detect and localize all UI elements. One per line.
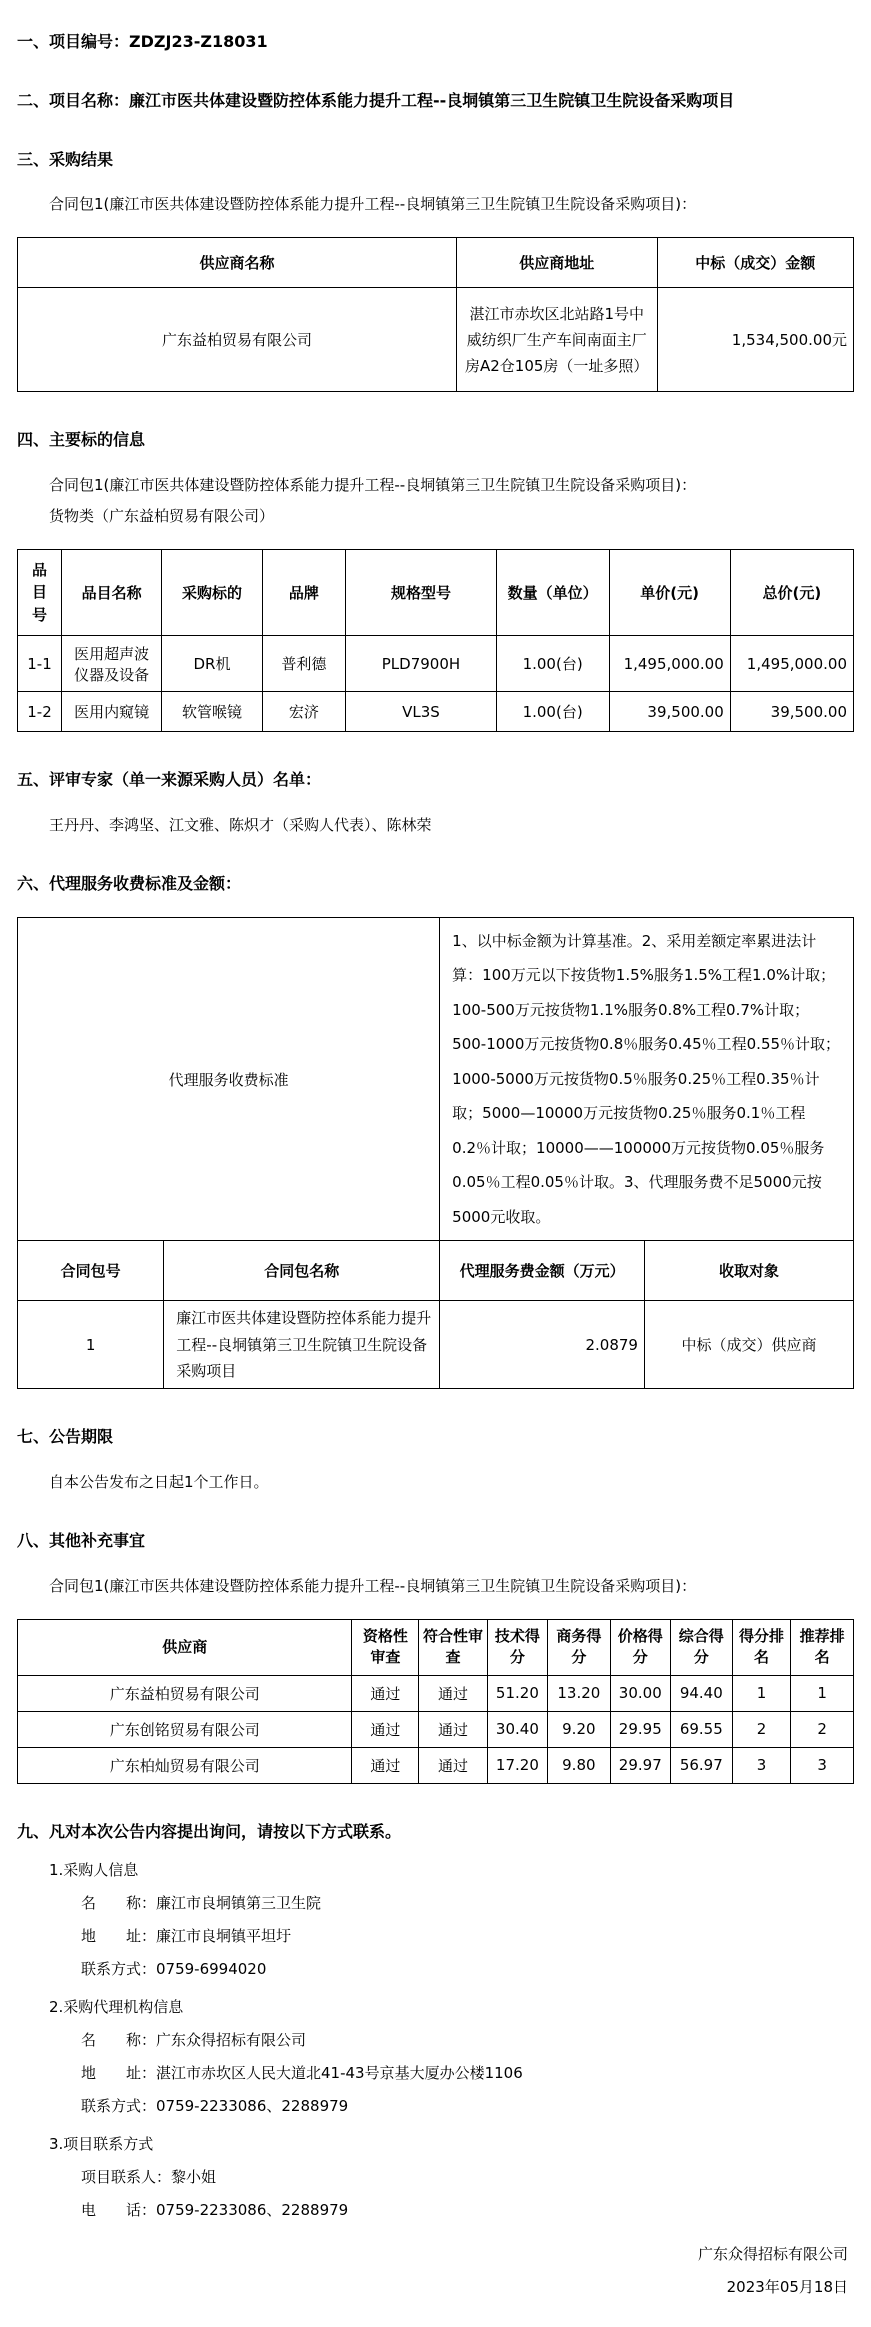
technical-score-cell: 17.20 <box>487 1747 547 1783</box>
agency-address: 地 址：湛江市赤坎区人民大道北41-43号京基大厦办公楼1106 <box>81 2063 523 2082</box>
col-header-total-price: 总价(元) <box>730 550 853 636</box>
technical-score-cell: 30.40 <box>487 1711 547 1747</box>
section-experts-heading: 五、评审专家（单一来源采购人员）名单： <box>17 770 322 790</box>
col-header-unit-price: 单价(元) <box>609 550 730 636</box>
col-header-model: 规格型号 <box>346 550 496 636</box>
overall-score-cell: 56.97 <box>670 1747 732 1783</box>
quantity-cell: 1.00(台) <box>496 692 609 732</box>
total-price-cell: 39,500.00 <box>730 692 853 732</box>
footer-company: 广东众得招标有限公司 <box>697 2244 848 2263</box>
section-procurement-result-heading: 三、采购结果 <box>17 149 114 169</box>
brand-cell: 宏济 <box>262 692 346 732</box>
col-header-item-no <box>18 550 62 636</box>
item-name-cell: 医用超声波仪器及设备 <box>62 636 162 692</box>
supplier-cell: 广东柏灿贸易有限公司 <box>18 1747 352 1783</box>
conformity-cell: 通过 <box>419 1675 488 1711</box>
agency-info-heading: 2.采购代理机构信息 <box>49 1997 184 2016</box>
package-line: 合同包1(廉江市医共体建设暨防控体系能力提升工程--良垌镇第三卫生院镇卫生院设备采购项目)： <box>49 476 697 495</box>
supplier-name-cell: 广东益柏贸易有限公司 <box>18 288 457 392</box>
col-header-score-rank: 得分排名 <box>732 1619 791 1675</box>
purchaser-address: 地 址：廉江市良垌镇平坦圩 <box>81 1926 292 1945</box>
model-cell: PLD7900H <box>346 636 496 692</box>
col-header-overall-score: 综合得分 <box>670 1619 732 1675</box>
recommend-rank-cell: 3 <box>791 1747 854 1783</box>
subject-cell: DR机 <box>162 636 262 692</box>
table-row <box>18 636 854 692</box>
footer-date: 2023年05月18日 <box>726 2277 848 2296</box>
conformity-cell: 通过 <box>419 1747 488 1783</box>
qualification-cell: 通过 <box>352 1675 419 1711</box>
project-contact-phone: 电 话：0759-2233086、2288979 <box>81 2200 349 2219</box>
section-contact-heading: 九、凡对本次公告内容提出询问，请按以下方式联系。 <box>17 1821 402 1841</box>
table-row <box>18 1301 854 1389</box>
items-table <box>17 549 854 732</box>
table-row <box>18 1711 854 1747</box>
package-line: 合同包1(廉江市医共体建设暨防控体系能力提升工程--良垌镇第三卫生院镇卫生院设备采购项目)： <box>49 195 697 214</box>
col-header-price-score: 价格得分 <box>610 1619 670 1675</box>
table-row <box>18 692 854 732</box>
business-score-cell: 9.20 <box>548 1711 611 1747</box>
business-score-cell: 9.80 <box>548 1747 611 1783</box>
fee-standard-row <box>18 917 854 1241</box>
col-header-fee-payer: 收取对象 <box>644 1241 853 1301</box>
item-name-cell: 医用内窥镜 <box>62 692 162 732</box>
table-header-row <box>18 1619 854 1675</box>
fee-payer-cell: 中标（成交）供应商 <box>644 1301 853 1389</box>
col-header-business-score: 商务得分 <box>548 1619 611 1675</box>
col-header-brand: 品牌 <box>262 550 346 636</box>
supplier-cell: 广东创铭贸易有限公司 <box>18 1711 352 1747</box>
item-no-cell: 1-2 <box>18 692 62 732</box>
agency-contact: 联系方式：0759-2233086、2288979 <box>81 2096 349 2115</box>
price-score-cell: 29.97 <box>610 1747 670 1783</box>
col-header-conformity-review: 符合性审查 <box>419 1619 488 1675</box>
purchaser-contact: 联系方式：0759-6994020 <box>81 1959 267 1978</box>
package-name-cell: 廉江市医共体建设暨防控体系能力提升工程--良垌镇第三卫生院镇卫生院设备采购项目 <box>164 1301 440 1389</box>
score-rank-cell: 1 <box>732 1675 791 1711</box>
package-line: 合同包1(廉江市医共体建设暨防控体系能力提升工程--良垌镇第三卫生院镇卫生院设备采购项目)： <box>49 1576 697 1595</box>
table-header-row <box>18 238 854 288</box>
overall-score-cell: 94.40 <box>670 1675 732 1711</box>
table-row <box>18 1675 854 1711</box>
table-row <box>18 1747 854 1783</box>
table-row <box>18 288 854 392</box>
col-header-item-name: 品目名称 <box>62 550 162 636</box>
project-contact-person: 项目联系人：黎小姐 <box>81 2167 217 2186</box>
experts-names: 王丹丹、李鸿坚、江文雅、陈炽才（采购人代表）、陈林荣 <box>49 815 432 834</box>
score-rank-cell: 2 <box>732 1711 791 1747</box>
table-header-row <box>18 1241 854 1301</box>
procurement-result-table <box>17 237 854 392</box>
col-header-supplier: 供应商 <box>18 1619 352 1675</box>
business-score-cell: 13.20 <box>548 1675 611 1711</box>
model-cell: VL3S <box>346 692 496 732</box>
supplier-address-cell: 湛江市赤坎区北站路1号中威纺织厂生产车间南面主厂房A2仓105房（一址多照） <box>456 288 657 392</box>
col-header-fee-amount: 代理服务费金额（万元） <box>440 1241 645 1301</box>
table-header-row <box>18 550 854 636</box>
project-name-heading: 二、项目名称：廉江市医共体建设暨防控体系能力提升工程--良垌镇第三卫生院镇卫生院设备采购项目 <box>17 90 735 110</box>
purchaser-info-heading: 1.采购人信息 <box>49 1860 139 1879</box>
col-header-technical-score: 技术得分 <box>487 1619 547 1675</box>
unit-price-cell: 39,500.00 <box>609 692 730 732</box>
score-rank-cell: 3 <box>732 1747 791 1783</box>
total-price-cell: 1,495,000.00 <box>730 636 853 692</box>
col-header-supplier-address: 供应商地址 <box>456 238 657 288</box>
price-score-cell: 30.00 <box>610 1675 670 1711</box>
category-line: 货物类（广东益柏贸易有限公司） <box>49 507 275 526</box>
price-score-cell: 29.95 <box>610 1711 670 1747</box>
conformity-cell: 通过 <box>419 1711 488 1747</box>
purchaser-name: 名 称：廉江市良垌镇第三卫生院 <box>81 1893 322 1912</box>
supplier-cell: 广东益柏贸易有限公司 <box>18 1675 352 1711</box>
col-header-qualification-review: 资格性审查 <box>352 1619 419 1675</box>
subject-cell: 软管喉镜 <box>162 692 262 732</box>
quantity-cell: 1.00(台) <box>496 636 609 692</box>
overall-score-cell: 69.55 <box>670 1711 732 1747</box>
award-amount-cell: 1,534,500.00元 <box>657 288 853 392</box>
fee-amount-cell: 2.0879 <box>440 1301 645 1389</box>
section-main-subject-heading: 四、主要标的信息 <box>17 430 146 450</box>
fee-standard-text-cell: 1、以中标金额为计算基准。2、采用差额定率累进法计算：100万元以下按货物1.5%服务1.5%工程1.0%计取；100-500万元按货物1.1%服务0.8%工程0.7%计取；500-1000万元按货物0.8％服务0.45％工程0.55％计取；1000-5000万元按货物0.5％服务0.25％工程0.35％计取；5000—10000万元按货物0.25％服务0.1％工程0.2％计取；10000——100000万元按货物0.05％服务0.05％工程0.05％计取。3、代理服务费不足5000元按5000元收取。 <box>440 917 854 1241</box>
col-header-package-name: 合同包名称 <box>164 1241 440 1301</box>
col-header-quantity: 数量（单位） <box>496 550 609 636</box>
recommend-rank-cell: 1 <box>791 1675 854 1711</box>
item-no-cell: 1-1 <box>18 636 62 692</box>
col-header-supplier-name: 供应商名称 <box>18 238 457 288</box>
qualification-cell: 通过 <box>352 1747 419 1783</box>
qualification-cell: 通过 <box>352 1711 419 1747</box>
technical-score-cell: 51.20 <box>487 1675 547 1711</box>
brand-cell: 普利德 <box>262 636 346 692</box>
col-header-package-no: 合同包号 <box>18 1241 164 1301</box>
unit-price-cell: 1,495,000.00 <box>609 636 730 692</box>
col-header-subject: 采购标的 <box>162 550 262 636</box>
section-announcement-period-heading: 七、公告期限 <box>17 1427 114 1447</box>
recommend-rank-cell: 2 <box>791 1711 854 1747</box>
package-no-cell: 1 <box>18 1301 164 1389</box>
item-no-label: 品目号 <box>31 560 47 624</box>
section-agency-fee-heading: 六、代理服务收费标准及金额： <box>17 873 242 893</box>
agency-fee-table <box>17 917 854 1390</box>
section-supplementary-heading: 八、其他补充事宜 <box>17 1531 146 1551</box>
agency-name: 名 称：广东众得招标有限公司 <box>81 2030 307 2049</box>
announcement-period-text: 自本公告发布之日起1个工作日。 <box>49 1473 269 1492</box>
col-header-recommend-rank: 推荐排名 <box>791 1619 854 1675</box>
project-contact-heading: 3.项目联系方式 <box>49 2134 154 2153</box>
project-number-heading: 一、项目编号：ZDZJ23-Z18031 <box>17 32 268 51</box>
fee-standard-label-cell: 代理服务收费标准 <box>18 917 440 1241</box>
col-header-award-amount: 中标（成交）金额 <box>657 238 853 288</box>
supplier-score-table <box>17 1619 854 1784</box>
